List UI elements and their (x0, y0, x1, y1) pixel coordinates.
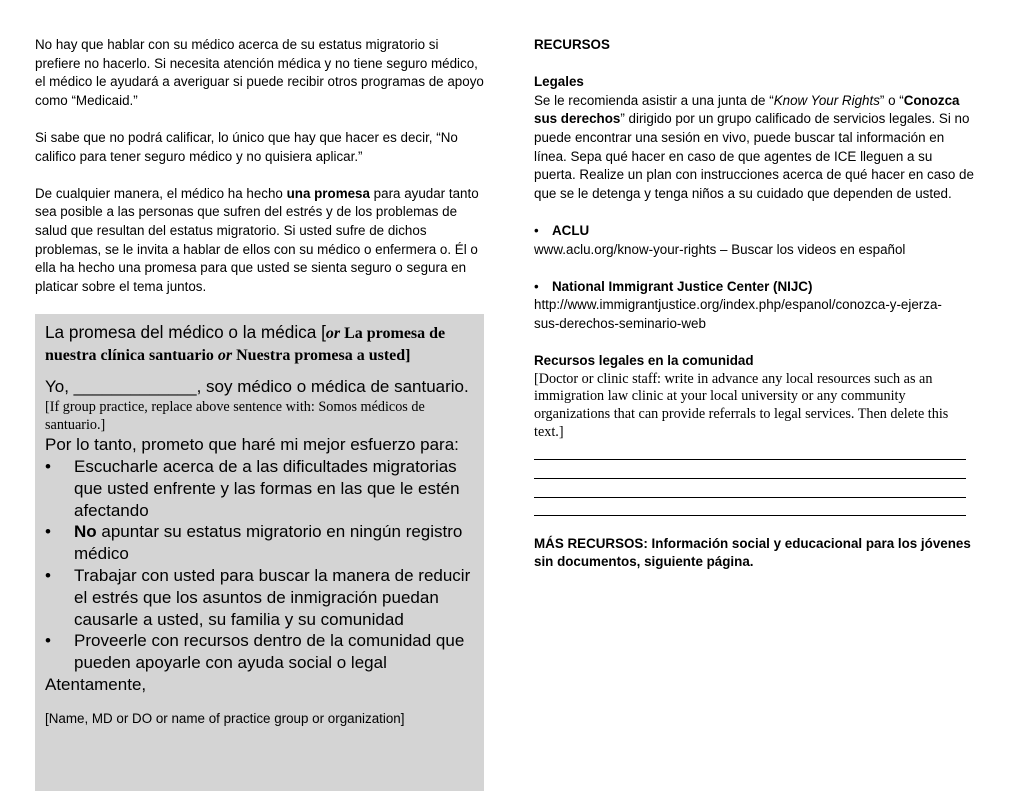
fill-in-line[interactable] (534, 442, 966, 461)
pledge-signature: [Name, MD or DO or name of practice group or organization] (45, 710, 405, 726)
pledge-item: • Trabajar con usted para buscar la manera de reducir el estrés que los asuntos de inmigración puedan causarle a usted, su familia y su comunidad (45, 565, 471, 629)
intro-paragraph-1: No hay que hablar con su médico acerca de su estatus migratorio si prefiere no hacerlo. Si necesita atención médica y no tiene seguro médico, el médico le ayudará a averiguar si puede recibir otros programas de apoyo como “Medicaid.” (35, 37, 484, 108)
legal-paragraph: Se le recomienda asistir a una junta de “Know Your Rights” o “Conozca sus derechos” dirigido por un grupo calificado de servicios legales. Si no puede encontrar una sesión en vivo, puede buscar tal información en línea. Sepa qué hacer en caso de que agentes de ICE lleguen a su puerta. Realize un plan con instrucciones acerca de qué hacer en caso de que se le detenga y tenga niños a su cuidado que dependen de usted. (534, 92, 974, 201)
bullet-icon: • (534, 278, 539, 294)
nijc-link[interactable]: http://www.immigrantjustice.org/index.php/espanol/conozca-y-ejerza-sus-derechos-seminario-web (534, 297, 942, 331)
aclu-item: • ACLU (534, 222, 974, 241)
pledge-intro: Por lo tanto, prometo que haré mi mejor esfuerzo para: (45, 435, 459, 454)
pledge-list (45, 456, 474, 674)
intro-paragraph-2: Si sabe que no podrá calificar, lo único que hay que hacer es decir, “No califico para tener seguro médico y no quisiera aplicar.” (35, 129, 458, 164)
resources-heading: RECURSOS (534, 37, 610, 52)
bullet-icon: • (45, 522, 51, 542)
right-column (534, 36, 974, 572)
more-resources: MÁS RECURSOS: Información social y educacional para los jóvenes sin documentos, siguiente página. (534, 535, 971, 570)
bullet-icon: • (534, 222, 539, 238)
pledge-group-note: [If group practice, replace above sentence with: Somos médicos de santuario.] (45, 399, 425, 433)
pledge-yo-line: Yo, _____________, soy médico o médica de santuario. (45, 377, 469, 396)
nijc-item: • National Immigrant Justice Center (NIJC) (534, 278, 974, 297)
fill-in-line[interactable] (534, 479, 966, 498)
promise-emphasis: una promesa (286, 185, 370, 201)
pledge-box (35, 314, 484, 791)
pledge-item: • No apuntar su estatus migratorio en ningún registro médico (45, 522, 463, 564)
fill-in-line[interactable] (534, 460, 966, 479)
community-note: [Doctor or clinic staff: write in advance any local resources such as an immigration law clinic at your local university or any community organizations that can provide referrals to legal services. Then delete this text.] (534, 370, 949, 441)
intro-paragraph-3: De cualquier manera, el médico ha hecho una promesa para ayudar tanto sea posible a las personas que sufren del estrés y de los problemas de salud que resultan del estatus migratorio. Si usted sufre de dichos problemas, se le invita a hablar de ellos con su médico o enfermera o. Él o ella ha hecho una promesa para que usted se sienta seguro o segura en platicar sobre el tema juntos. (35, 185, 479, 294)
pledge-title: La promesa del médico o la médica [or La promesa de nuestra clínica santuario or Nuestra promesa a usted] (45, 322, 446, 364)
aclu-link[interactable]: www.aclu.org/know-your-rights – Buscar los videos en español (534, 241, 906, 257)
pledge-closing: Atentamente, (45, 674, 147, 694)
bullet-icon: • (45, 457, 51, 476)
pledge-item: • Proveerle con recursos dentro de la comunidad que pueden apoyarle con ayuda social o legal (45, 631, 465, 673)
legal-heading: Legales (534, 74, 584, 90)
fill-in-line[interactable] (534, 498, 966, 517)
bullet-icon: • (45, 565, 51, 585)
left-column (35, 36, 485, 296)
pledge-item: • Escucharle acerca de a las dificultades migratorias que usted enfrente y las formas en las que le estén afectando (45, 457, 460, 520)
community-heading: Recursos legales en la comunidad (534, 353, 754, 369)
bullet-icon: • (45, 631, 51, 651)
